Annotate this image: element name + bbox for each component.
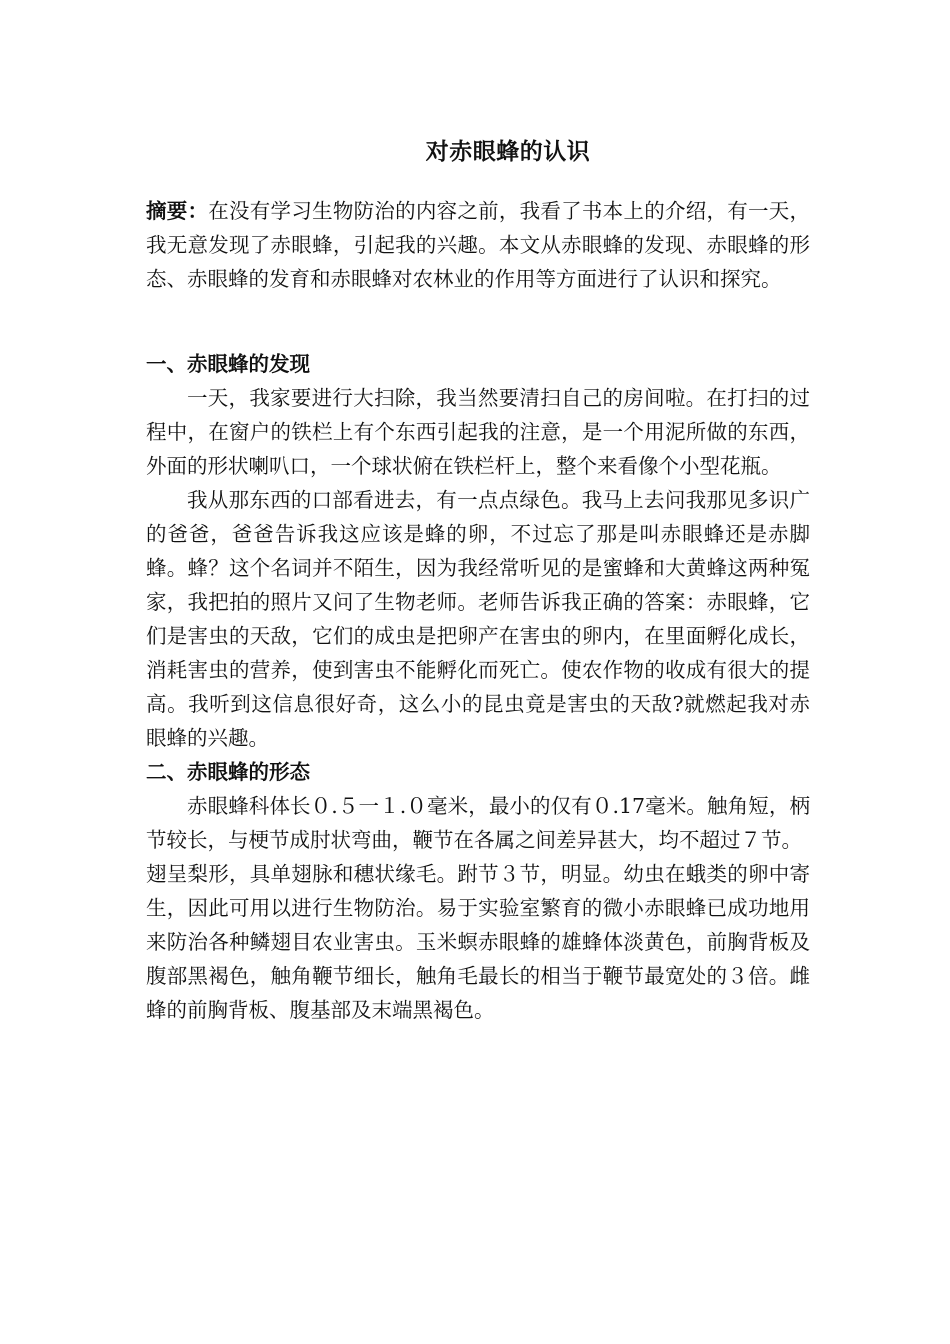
section-paragraph: 赤眼蜂科体长０.５一１.０毫米，最小的仅有０.17毫米。触角短，柄节较长，与梗节成肘状弯曲，鞭节在各属之间差异甚大，均不超过７节。 bbox=[146, 794, 810, 852]
section-paragraph: 一天，我家要进行大扫除，我当然要清扫自己的房间啦。在打扫的过程中，在窗户的铁栏上有个东西引起我的注意，是一个用泥所做的东西，外面的形状喇叭口，一个球状俯在铁栏杆上，整个来看像个小型花瓶。 bbox=[146, 386, 810, 478]
section-spacer bbox=[146, 296, 810, 330]
section-paragraph: 翅呈梨形，具单翅脉和穗状缘毛。跗节３节，明显。幼虫在蛾类的卵中寄生，因此可用以进行生物防治。易于实验室繁育的微小赤眼蜂已成功地用来防治各种鳞翅目农业害虫。玉米螟赤眼蜂的雄蜂体淡黄色，前胸背板及腹部黑褐色，触角鞭节细长，触角毛最长的相当于鞭节最宽处的３倍。雌蜂的前胸背板、腹基部及末端黑褐色。 bbox=[146, 862, 810, 1022]
document-title: 对赤眼蜂的认识 bbox=[425, 138, 591, 165]
abstract-label: 摘要： bbox=[146, 199, 209, 223]
abstract-paragraph bbox=[146, 194, 810, 296]
abstract-text: 在没有学习生物防治的内容之前，我看了书本上的介绍，有一天，我无意发现了赤眼蜂，引起我的兴趣。本文从赤眼蜂的发现、赤眼蜂的形态、赤眼蜂的发育和赤眼蜂对农林业的作用等方面进行了认识和探究。 bbox=[146, 199, 811, 291]
section-spacer bbox=[146, 330, 810, 347]
section-paragraph: 我从那东西的口部看进去，有一点点绿色。我马上去问我那见多识广的爸爸，爸爸告诉我这应该是蜂的卵，不过忘了那是叫赤眼蜂还是赤脚蜂。蜂？这个名词并不陌生，因为我经常听见的是蜜蜂和大黄蜂这两种冤家，我把拍的照片又问了生物老师。老师告诉我正确的答案：赤眼蜂，它们是害虫的天敌，它们的成虫是把卵产在害虫的卵内，在里面孵化成长，消耗害虫的营养，使到害虫不能孵化而死亡。使农作物的收成有很大的提高。我听到这信息很好奇，这么小的昆虫竟是害虫的天敌?就燃起我对赤眼蜂的兴趣。 bbox=[146, 488, 810, 750]
section-heading-morphology: 二、赤眼蜂的形态 bbox=[146, 760, 310, 784]
document-page bbox=[146, 132, 810, 1027]
section-heading-discovery: 一、赤眼蜂的发现 bbox=[146, 352, 310, 376]
